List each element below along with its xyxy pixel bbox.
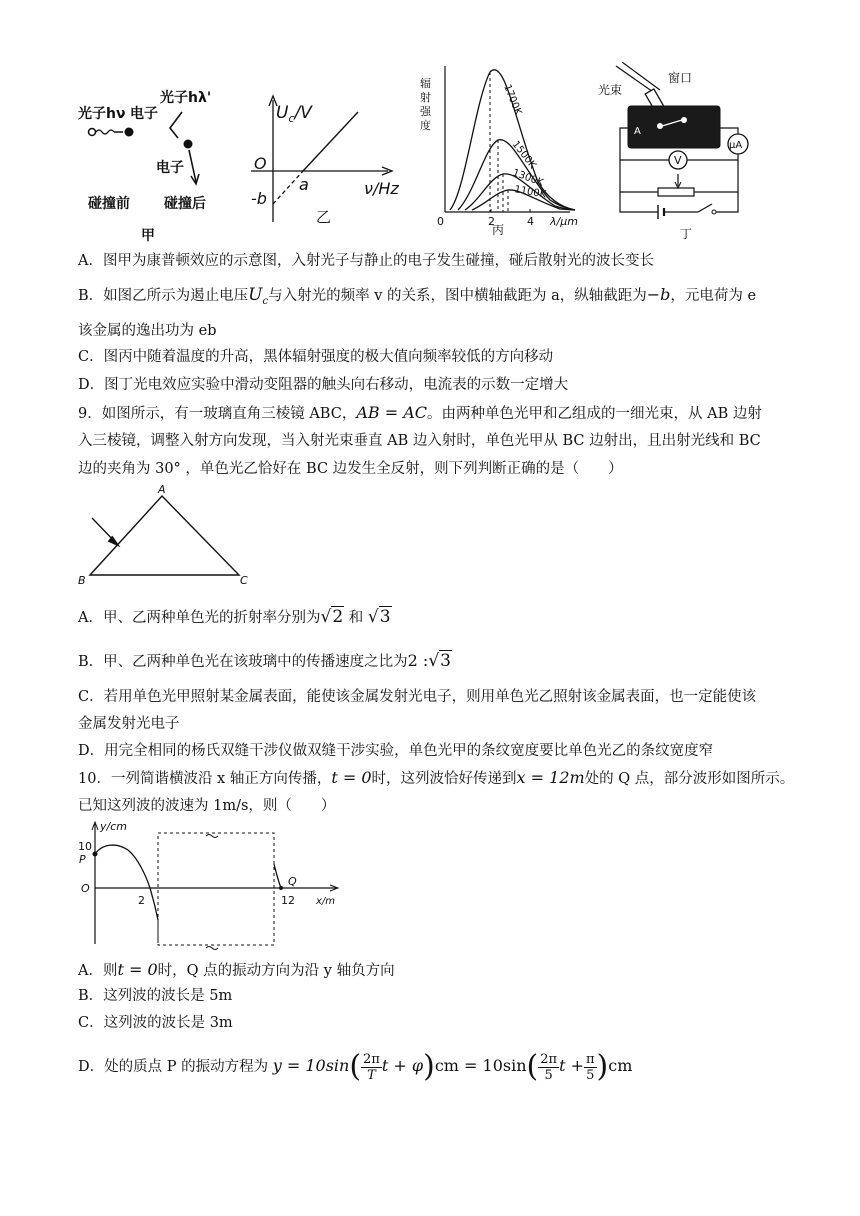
- figure-compton: [78, 80, 238, 245]
- electron-after-label: 电子: [156, 160, 184, 176]
- q8-option-b-line1: B．如图乙所示为遏止电压$U_c$与入射光的频率 v 的关系，图中横轴截距为 a，纵轴截距为−b，元电荷为 e: [78, 285, 757, 307]
- photon-after-label: 光子hλ': [160, 90, 212, 106]
- beam-label: 光束: [598, 83, 623, 97]
- label-x12: 12: [281, 894, 295, 907]
- electron-after: [184, 140, 193, 149]
- figure-label-yi: 乙: [316, 208, 332, 226]
- electron-before: [125, 128, 134, 137]
- omitted-region: [158, 833, 274, 945]
- q10-option-a: A．则t = 0时，Q 点的振动方向为沿 y 轴负方向: [78, 960, 395, 979]
- label-1300k: 1300K: [510, 167, 545, 189]
- x-axis-label: x/m: [316, 896, 336, 907]
- wave-segment-left: [95, 845, 158, 920]
- q8-option-c: C．图丙中随着温度的升高，黑体辐射强度的极大值向频率较低的方向移动: [78, 349, 554, 365]
- q10-option-d: D．处的质点 P 的振动方程为 y = 10sin( $\frac{2\pi}{T}$ t + φ)cm = 10sin( $\frac{2\pi}{5}$ t + $\frac{\pi}{5}$ )cm: [78, 1049, 633, 1084]
- q10-option-b: B．这列波的波长是 5m: [78, 988, 233, 1004]
- x-axis-label: ν/Hz: [364, 179, 399, 198]
- svg-text:度: 度: [420, 119, 431, 132]
- vertex-c: C: [240, 574, 248, 587]
- y-axis-label: $U_c/V$: [276, 103, 312, 125]
- photon-wavy-line: [96, 130, 114, 134]
- label-10: 10: [78, 840, 92, 853]
- y-intercept-label: -b: [251, 189, 267, 208]
- phototube: [628, 106, 720, 148]
- figure-label-jia: 甲: [141, 228, 155, 244]
- label-p: P: [79, 853, 86, 866]
- label-1700k: 1700K: [501, 83, 524, 117]
- tick-2: 2: [488, 215, 495, 228]
- q9-stem-line1: 9．如图所示，有一玻璃直角三棱镜 ABC，AB = AC。由两种单色光甲和乙组成的一细光束，从 AB 边射: [78, 403, 762, 422]
- figure-prism: [78, 482, 258, 588]
- prism-triangle: [90, 496, 239, 575]
- q9-stem-line3: 边的夹角为 30° ，单色光乙恰好在 BC 边发生全反射，则下列判断正确的是（ ）: [78, 461, 623, 477]
- svg-text:强: 强: [420, 105, 431, 118]
- q9-option-b: B．甲、乙两种单色光在该玻璃中的传播速度之比为2 :√3: [78, 651, 451, 671]
- figure-photoelectric-circuit: [598, 62, 778, 242]
- q10-stem-line1: 10．一列简谐横波沿 x 轴正方向传播，t = 0时，这列波恰好传递到x = 12m处的 Q 点，部分波形如图所示。: [78, 768, 795, 787]
- x-intercept-label: a: [299, 175, 309, 194]
- q9-option-d: D．用完全相同的杨氏双缝干涉仪做双缝干涉实验，单色光甲的条纹宽度要比单色光乙的条纹宽度窄: [78, 743, 714, 759]
- figure-label-ding: 丁: [680, 227, 693, 241]
- caption-after: 碰撞后: [164, 196, 206, 212]
- q8-option-b-line2: 该金属的逸出功为 eb: [78, 323, 217, 339]
- figure-label-bing: 丙: [492, 223, 505, 237]
- vertex-a: A: [158, 483, 166, 496]
- q8-option-a: A．图甲为康普顿效应的示意图，入射光子与静止的电子发生碰撞，碰后散射光的波长变长: [78, 253, 654, 269]
- q9-option-c-line2: 金属发射光电子: [78, 716, 180, 732]
- label-o: O: [81, 882, 90, 895]
- figure-blackbody: [420, 62, 600, 237]
- vertex-b: B: [78, 574, 86, 587]
- figure-wave: [78, 818, 348, 952]
- tick-4: 4: [527, 215, 534, 228]
- label-q: Q: [288, 875, 297, 888]
- q9-stem-line2: 入三棱镜，调整入射方向发现，当入射光束垂直 AB 边入射时，单色光甲从 BC 边射出，且出射光线和 BC: [78, 433, 761, 449]
- caption-before: 碰撞前: [88, 196, 130, 212]
- window-label: 窗口: [668, 71, 693, 85]
- electron-before-label: 电子: [130, 106, 158, 122]
- label-1500k: 1500K: [509, 139, 539, 172]
- photon-dot: [89, 129, 96, 136]
- origin-label: O: [254, 154, 267, 173]
- x-axis-label: λ/μm: [550, 215, 578, 228]
- svg-text:射: 射: [420, 91, 431, 104]
- y-axis-label: [420, 77, 432, 132]
- voltmeter-label: V: [674, 154, 682, 167]
- label-x2: 2: [138, 894, 145, 907]
- switch: [698, 204, 712, 212]
- rheostat: [658, 188, 694, 196]
- svg-text:辐: 辐: [420, 77, 431, 90]
- svg-text:A: A: [634, 126, 641, 137]
- y-axis-label: y/cm: [100, 820, 127, 833]
- q8-option-d: D．图丁光电效应实验中滑动变阻器的触头向右移动，电流表的示数一定增大: [78, 377, 569, 393]
- wave-segment-right: [274, 864, 281, 888]
- microammeter-label: μA: [729, 140, 743, 151]
- q10-option-c: C．这列波的波长是 3m: [78, 1015, 233, 1031]
- photon-after-line: [170, 112, 182, 138]
- label-1100k: 1100K: [513, 184, 547, 201]
- photon-before-label: 光子hν: [78, 106, 126, 122]
- figure-stopping-voltage: [246, 92, 416, 237]
- q9-option-a: A．甲、乙两种单色光的折射率分别为√2 和 √3: [78, 607, 391, 627]
- point-q: [279, 886, 283, 890]
- tick-0: 0: [437, 215, 444, 228]
- q10-stem-line2: 已知这列波的波速为 1m/s，则（ ）: [78, 798, 336, 814]
- q9-option-c-line1: C．若用单色光甲照射某金属表面，能使该金属发射光电子，则用单色光乙照射该金属表面，也一定能使该: [78, 689, 757, 705]
